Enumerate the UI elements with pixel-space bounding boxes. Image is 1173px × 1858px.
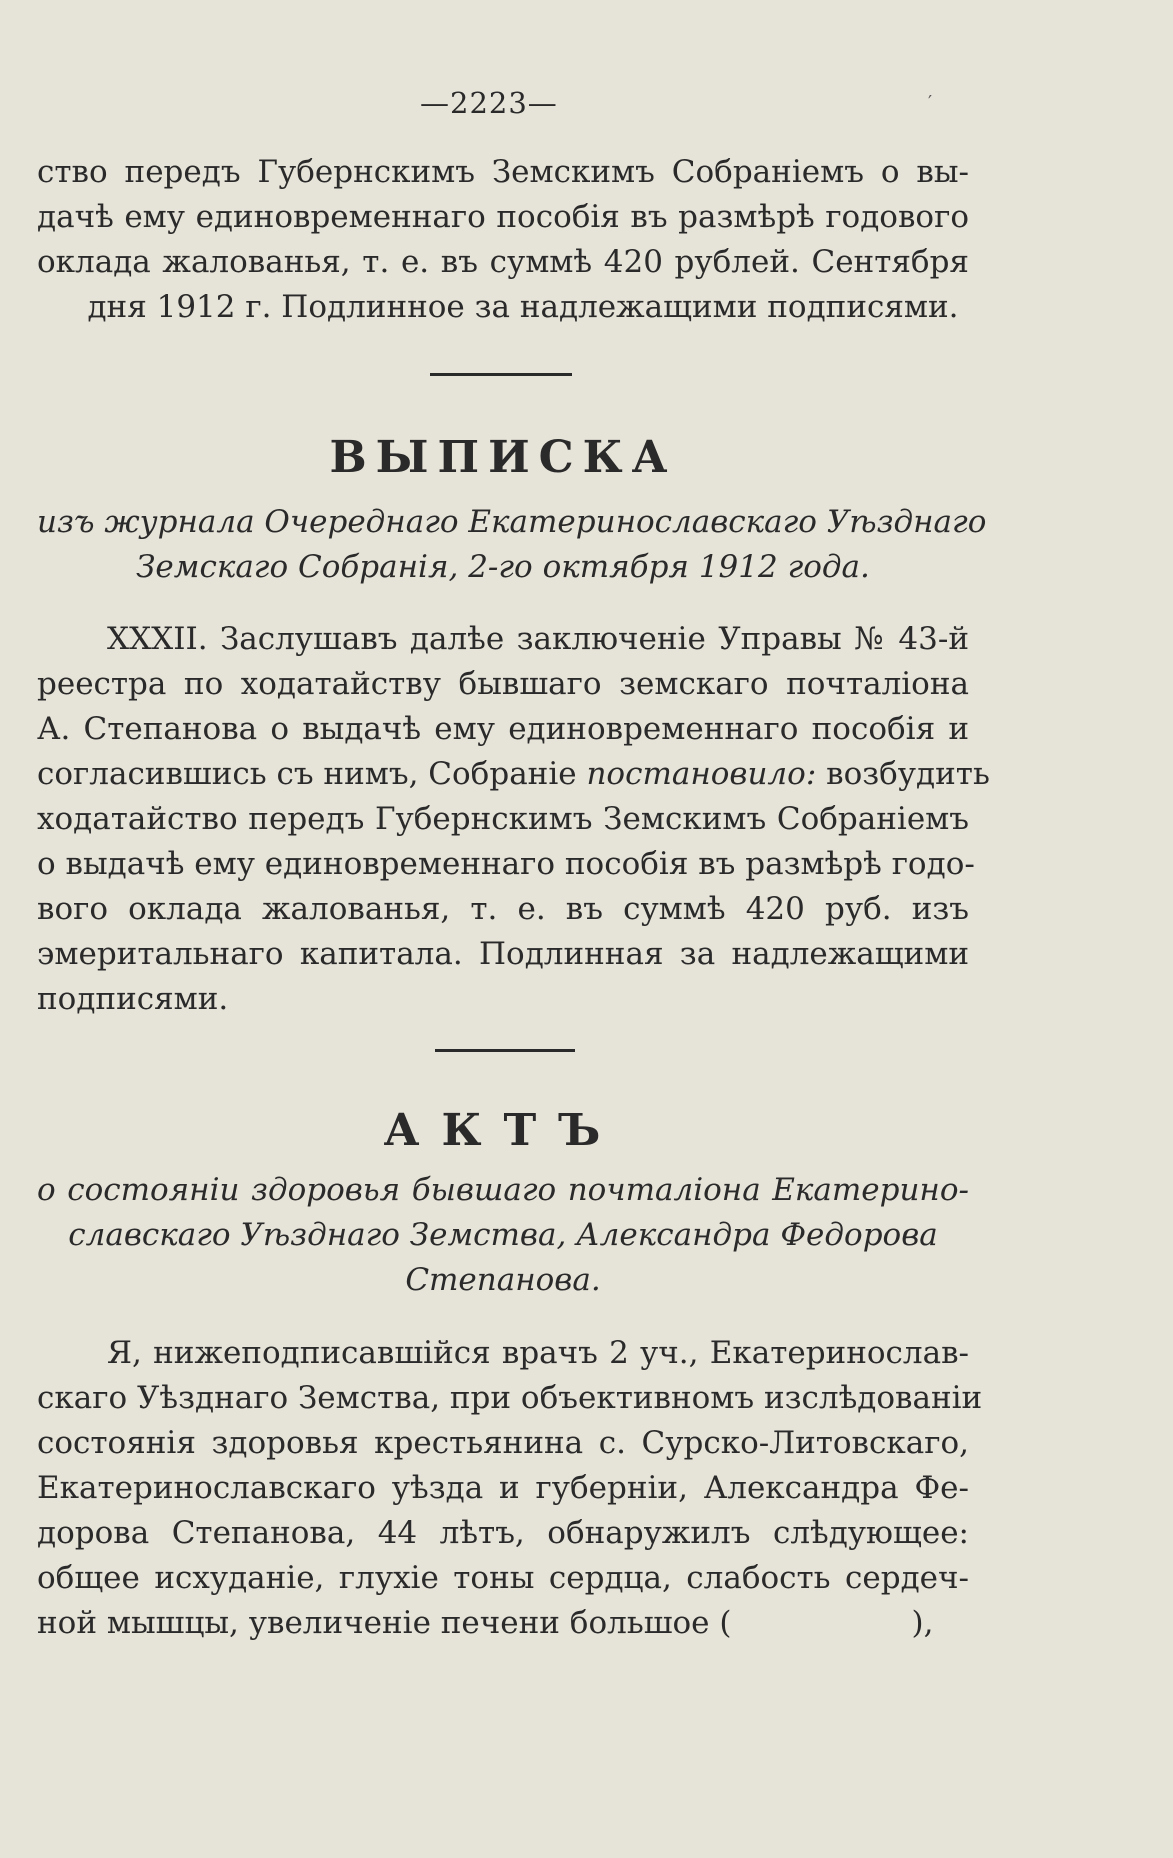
text-line: состоянія здоровья крестьянина с. Сурско-Литовскаго, — [37, 1425, 969, 1461]
text-fragment: согласившись съ нимъ, Собраніе — [37, 756, 577, 792]
text-line: ходатайство передъ Губернскимъ Земскимъ Собраніемъ — [37, 801, 969, 837]
section-heading-akt: АКТЪ — [383, 1105, 623, 1156]
section-heading-vypiska: ВЫПИСКА — [329, 432, 677, 483]
text-line: оклада жалованья, т. е. въ суммѣ 420 рублей. Сентября — [37, 244, 969, 280]
text-fragment: ), — [911, 1605, 934, 1641]
text-line: реестра по ходатайству бывшаго земскаго почталіона — [37, 666, 969, 702]
section-body — [37, 617, 990, 1022]
text-line: Я, нижеподписавшійся врачъ 2 уч., Екатеринослав- — [107, 1335, 969, 1371]
text-line: XXXII. Заслушавъ далѣе заключеніе Управы № 43-й — [107, 621, 969, 657]
subtitle-line: Степанова. — [405, 1262, 601, 1298]
text-line: дня 1912 г. Подлинное за надлежащими подписями. — [87, 289, 959, 325]
subtitle-line: о состояніи здоровья бывшаго почталіона Екатерино- — [37, 1172, 969, 1208]
intro-paragraph — [37, 150, 969, 330]
section-divider — [435, 1049, 575, 1052]
text-line: подписями. — [37, 981, 229, 1017]
text-line-mixed — [37, 1601, 969, 1646]
section-divider — [430, 373, 572, 376]
text-line: вого оклада жалованья, т. е. въ суммѣ 420 руб. изъ — [37, 891, 969, 927]
subtitle-line: изъ журнала Очереднаго Екатеринославскаго Уѣзднаго — [37, 504, 987, 540]
text-line: дорова Степанова, 44 лѣтъ, обнаружилъ слѣдующее: — [37, 1515, 969, 1551]
subtitle-line: славскаго Уѣзднаго Земства, Александра Федорова — [68, 1217, 938, 1253]
text-fragment: ной мышцы, увеличеніе печени большое ( — [37, 1605, 732, 1641]
italic-term: постановило: — [586, 756, 817, 792]
text-line: ство передъ Губернскимъ Земскимъ Собраніемъ о вы- — [37, 154, 969, 190]
text-line: Екатеринославскаго уѣзда и губерніи, Александра Фе- — [37, 1470, 969, 1506]
section-body — [37, 1331, 983, 1646]
text-fragment: возбудить — [816, 756, 990, 792]
margin-mark: ′ — [928, 92, 933, 113]
text-line: общее исхуданіе, глухіе тоны сердца, слабость сердеч- — [37, 1560, 969, 1596]
section-subtitle — [37, 500, 987, 590]
text-line: А. Степанова о выдачѣ ему единовременнаго пособія и — [37, 711, 969, 747]
section-subtitle — [37, 1168, 969, 1303]
subtitle-line: Земскаго Собранія, 2-го октября 1912 года. — [136, 549, 870, 585]
text-line: дачѣ ему единовременнаго пособія въ размѣрѣ годового — [37, 199, 969, 235]
text-line: о выдачѣ ему единовременнаго пособія въ размѣрѣ годо- — [37, 846, 975, 882]
text-line-mixed — [37, 752, 990, 797]
page-number: —2223— — [420, 86, 558, 120]
text-line: скаго Уѣзднаго Земства, при объективномъ изслѣдованіи — [37, 1380, 983, 1416]
text-line: эмеритальнаго капитала. Подлинная за надлежащими — [37, 936, 969, 972]
